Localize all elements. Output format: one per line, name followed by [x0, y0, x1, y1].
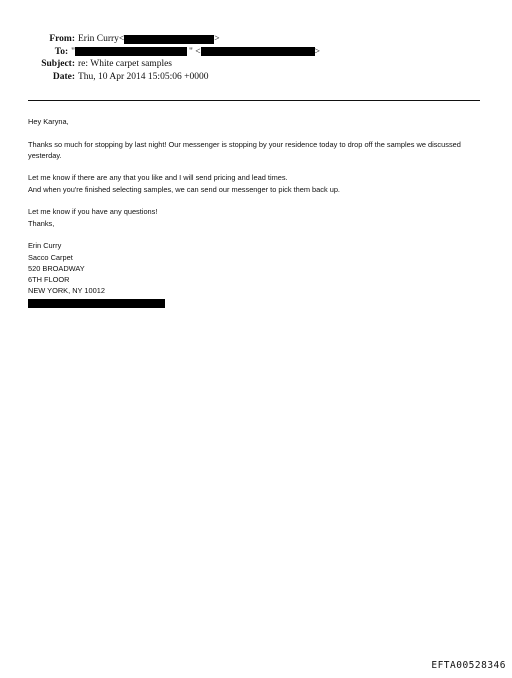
- signature-floor: 6TH FLOOR: [28, 275, 70, 285]
- email-body: [28, 116, 490, 308]
- to-open-quote: ": [71, 46, 76, 57]
- from-close-bracket: >: [214, 34, 220, 45]
- signature-block: [28, 240, 490, 307]
- subject-label: Subject:: [41, 59, 75, 70]
- from-email-redaction: [124, 35, 214, 44]
- subject-value: re: White carpet samples: [78, 59, 172, 70]
- signature-name: Erin Curry: [28, 241, 62, 251]
- from-row: [20, 33, 320, 46]
- from-open-bracket: <: [118, 34, 125, 45]
- body-paragraph-3-line-1: Let me know if you have any questions!: [28, 207, 158, 217]
- to-mid-bracket: " <: [189, 46, 201, 57]
- from-name: Erin Curry: [78, 34, 119, 45]
- body-paragraph-2-line-1: Let me know if there are any that you like and I will send pricing and lead times.: [28, 173, 288, 183]
- document-id: EFTA00528346: [431, 660, 506, 671]
- to-email-redaction: [201, 47, 315, 56]
- date-value: Thu, 10 Apr 2014 15:05:06 +0000: [78, 71, 209, 82]
- signature-phone-redaction: [28, 299, 165, 308]
- from-value: [78, 34, 220, 44]
- email-header: [20, 33, 320, 83]
- body-paragraph-1: Thanks so much for stopping by last night! Our messenger is stopping by your residence today to drop off the samples we discussed yesterday.: [28, 139, 461, 160]
- body-paragraph-3-line-2: Thanks,: [28, 218, 55, 228]
- body-paragraph-2-line-2: And when you're finished selecting samples, we can send our messenger to pick them back up.: [28, 184, 340, 194]
- from-label: From:: [49, 34, 75, 45]
- signature-company: Sacco Carpet: [28, 252, 73, 262]
- to-label: To:: [54, 46, 69, 57]
- to-value: [71, 47, 320, 57]
- to-name-redaction: [75, 47, 187, 56]
- subject-row: [20, 58, 320, 71]
- date-label: Date:: [52, 71, 75, 82]
- body-paragraph-3: [28, 206, 490, 229]
- to-close-bracket: >: [314, 46, 320, 57]
- to-row: [20, 46, 320, 59]
- body-paragraph-2: [28, 172, 490, 195]
- greeting: Hey Karyna,: [28, 117, 69, 126]
- signature-city: NEW YORK, NY 10012: [28, 286, 105, 296]
- header-divider: [28, 100, 480, 101]
- signature-street: 520 BROADWAY: [28, 263, 85, 273]
- date-row: [20, 71, 320, 84]
